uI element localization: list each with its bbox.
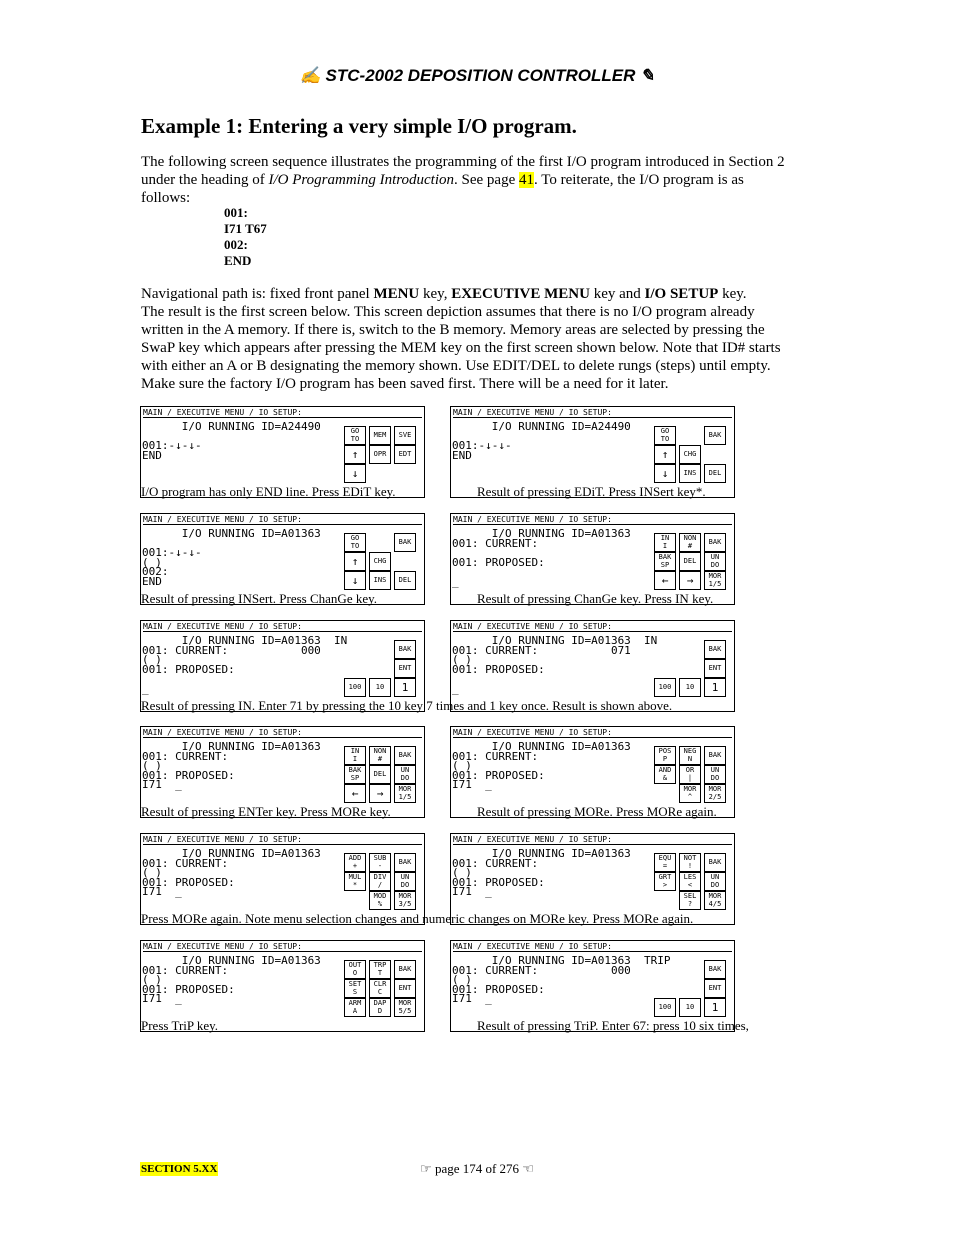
softkey-button[interactable]: DEL	[369, 765, 391, 784]
screen-title: MAIN / EXECUTIVE MENU / IO SETUP:	[143, 728, 422, 738]
softkey-button[interactable]: 1	[394, 678, 416, 697]
document-header: ✍ STC-2002 DEPOSITION CONTROLLER ✎	[299, 66, 655, 85]
softkey-button[interactable]: BAK	[394, 640, 416, 659]
softkey-button[interactable]: UN DO	[704, 765, 726, 784]
example-title: Example 1: Entering a very simple I/O program.	[141, 114, 577, 138]
softkey-button[interactable]: BAK	[704, 533, 726, 552]
caption: I/O program has only END line. Press EDiT key.	[141, 484, 396, 499]
softkey-button[interactable]: LES <	[679, 872, 701, 891]
softkey-button[interactable]: MOR 2/5	[704, 784, 726, 803]
softkey-button[interactable]: POS P	[654, 746, 676, 765]
screen-title: MAIN / EXECUTIVE MENU / IO SETUP:	[143, 408, 422, 418]
screen-title: MAIN / EXECUTIVE MENU / IO SETUP:	[453, 515, 732, 525]
pointing-hand-right-icon: ☞	[420, 1161, 435, 1176]
softkey-button[interactable]: DEL	[679, 552, 701, 571]
softkey-grid	[340, 957, 424, 1031]
softkey-button[interactable]: ↓	[654, 464, 676, 483]
screen-line: I/O RUNNING ID=A01363 IN	[142, 634, 348, 647]
softkey-button[interactable]: AND &	[654, 765, 676, 784]
navigation-paragraph: Navigational path is: fixed front panel MENU key, EXECUTIVE MENU key and I/O SETUP key. The result is the first screen below. This screen depiction assumes that there is no I/O program already written in the A memory. If there is, switch to the B memory. Memory areas are selected by pressing the SwaP key which appears after pressing the MEM key on the first screen shown below. Note that ID# starts with either an A or B designating the memory shown. Use EDIT/DEL to delete rungs (steps) until empty. Make sure the factory I/O program has been saved first. There will be a need for it later.	[141, 286, 781, 392]
softkey-button[interactable]: SEL ?	[679, 891, 701, 910]
softkey-button[interactable]: DIV /	[369, 872, 391, 891]
softkey-button[interactable]: GO TO	[344, 426, 366, 445]
softkey-button[interactable]: BAK	[704, 960, 726, 979]
softkey-button[interactable]: DEL	[704, 464, 726, 483]
softkey-button[interactable]: UN DO	[704, 552, 726, 571]
screen-title: MAIN / EXECUTIVE MENU / IO SETUP:	[453, 408, 732, 418]
screen-line: 001: PROPOSED:	[452, 875, 545, 889]
softkey-button[interactable]: ARM A	[344, 998, 366, 1017]
screen-title: MAIN / EXECUTIVE MENU / IO SETUP:	[143, 515, 422, 525]
softkey-button[interactable]: ENT	[394, 659, 416, 678]
softkey-button[interactable]: IN I	[344, 746, 366, 765]
screen-line: 001: PROPOSED:	[142, 982, 235, 996]
softkey-button[interactable]: BAK	[394, 746, 416, 765]
screen-line: I71 _	[142, 778, 182, 791]
screen-title: MAIN / EXECUTIVE MENU / IO SETUP:	[453, 622, 732, 632]
caption: Press TriP key.	[141, 1018, 219, 1033]
screen-line: 001:-↓-↓-	[142, 439, 202, 452]
screen-line: 001: PROPOSED:	[142, 875, 235, 889]
screen-line: I/O RUNNING ID=A01363	[142, 954, 321, 967]
softkey-button[interactable]: GRT >	[654, 872, 676, 891]
softkey-button[interactable]: 100	[344, 678, 366, 697]
screen-line: I/O RUNNING ID=A24490	[452, 420, 631, 433]
screen-line: 001: PROPOSED:	[142, 768, 235, 782]
softkey-button[interactable]: →	[369, 784, 391, 803]
screen-line: 001: CURRENT:	[142, 963, 229, 977]
screen-line: ( )	[142, 555, 162, 569]
softkey-button[interactable]: 10	[679, 678, 701, 697]
softkey-button[interactable]: EDT	[394, 445, 416, 464]
softkey-button[interactable]: BAK	[704, 640, 726, 659]
softkey-button[interactable]: DEL	[394, 571, 416, 590]
softkey-button[interactable]: ↑	[344, 552, 366, 571]
softkey-button[interactable]: 100	[654, 998, 676, 1017]
caption: Result of pressing INSert. Press ChanGe key.	[141, 591, 378, 606]
softkey-button[interactable]: 1	[704, 998, 726, 1017]
screen-line: 001: PROPOSED:	[452, 982, 545, 996]
softkey-button[interactable]: GO TO	[654, 426, 676, 445]
softkey-button[interactable]: SUB -	[369, 853, 391, 872]
softkey-button[interactable]: OR |	[679, 765, 701, 784]
softkey-button[interactable]: BAK	[394, 853, 416, 872]
softkey-button[interactable]: MOR 1/5	[704, 571, 726, 590]
screen-line: I/O RUNNING ID=A01363	[452, 847, 631, 860]
screen-line: END	[142, 574, 162, 588]
softkey-button[interactable]: BAK	[704, 853, 726, 872]
screen-line: ( )	[142, 759, 162, 772]
screen-line: I/O RUNNING ID=A01363	[142, 527, 321, 540]
softkey-button[interactable]: NEG N	[679, 746, 701, 765]
intro-paragraph: The following screen sequence illustrates the programming of the first I/O program introduced in Section 2 under the heading of I/O Programming Introduction. See page 41. To reiterate, the I/O program is as follows:	[141, 154, 785, 206]
softkey-button[interactable]: ↑	[654, 445, 676, 464]
page-link[interactable]: 41	[519, 172, 534, 188]
screen-line: I71 _	[452, 992, 492, 1005]
pen-left-icon: ✍	[299, 66, 326, 85]
softkey-button[interactable]: BAK	[394, 533, 416, 552]
screen-line: I/O RUNNING ID=A01363 IN	[452, 634, 658, 647]
screen-line: 001: CURRENT: 071	[452, 643, 631, 657]
softkey-button[interactable]: UN DO	[704, 872, 726, 891]
screen-line: 001: CURRENT:	[452, 749, 539, 763]
softkey-button[interactable]: 1	[704, 678, 726, 697]
softkey-button[interactable]: →	[679, 571, 701, 590]
screen-line: 001: CURRENT:	[142, 856, 229, 870]
softkey-button[interactable]: NON #	[679, 533, 701, 552]
screen-line: END	[452, 448, 472, 462]
screen-line: 002:	[142, 565, 169, 578]
softkey-button[interactable]: MEM	[369, 426, 391, 445]
caption: Press MORe again. Note menu selection changes and numeric changes on MORe key. Press MORe again.	[141, 911, 694, 926]
softkey-button[interactable]: UN DO	[394, 872, 416, 891]
softkey-button[interactable]: EQU =	[654, 853, 676, 872]
screen-line: ( )	[452, 653, 472, 666]
softkey-button[interactable]: MOR 1/5	[394, 784, 416, 803]
caption: Result of pressing MORe. Press MORe again.	[477, 804, 717, 819]
caption: Result of pressing ENTer key. Press MORe key.	[141, 804, 391, 819]
screen-line: I71 _	[452, 885, 492, 898]
screen-title: MAIN / EXECUTIVE MENU / IO SETUP:	[143, 942, 422, 952]
softkey-button[interactable]: INS	[369, 571, 391, 590]
screen-line: ( )	[142, 866, 162, 879]
softkey-button[interactable]: ←	[654, 571, 676, 590]
screen-line: _	[452, 574, 459, 588]
screen-line: ( )	[452, 973, 472, 986]
softkey-button[interactable]: 100	[654, 678, 676, 697]
caption: Result of pressing TriP. Enter 67: press 10 six times,	[477, 1018, 749, 1033]
softkey-button[interactable]: BAK SP	[344, 765, 366, 784]
softkey-button[interactable]: IN I	[654, 533, 676, 552]
screen-line: I71 _	[142, 885, 182, 898]
softkey-button[interactable]: ADD +	[344, 853, 366, 872]
softkey-button[interactable]: NOT !	[679, 853, 701, 872]
softkey-button[interactable]: MOR 3/5	[394, 891, 416, 910]
screen-line: I71 _	[142, 992, 182, 1005]
screen-line: ( )	[452, 759, 472, 772]
screen-line: END	[142, 448, 162, 462]
screen-line: 001: PROPOSED:	[142, 662, 235, 676]
softkey-button[interactable]: TRP T	[369, 960, 391, 979]
caption: Result of pressing EDiT. Press INSert key*.	[477, 484, 706, 499]
softkey-button[interactable]: ↓	[344, 464, 366, 483]
softkey-button[interactable]: MOR ^	[679, 784, 701, 803]
screen-line: ( )	[452, 866, 472, 879]
softkey-button[interactable]: SET S	[344, 979, 366, 998]
softkey-button[interactable]: BAK SP	[654, 552, 676, 571]
screen-line: I/O RUNNING ID=A01363	[142, 847, 321, 860]
softkey-button[interactable]: GO TO	[344, 533, 366, 552]
softkey-button[interactable]: BAK	[394, 960, 416, 979]
softkey-button[interactable]: CHG	[369, 552, 391, 571]
screen-line: 001: PROPOSED:	[452, 662, 545, 676]
softkey-button[interactable]: ENT	[394, 979, 416, 998]
screen-title: MAIN / EXECUTIVE MENU / IO SETUP:	[143, 622, 422, 632]
screen-line: _	[452, 681, 459, 695]
pen-right-icon: ✎	[635, 66, 655, 85]
screen-line: 001: PROPOSED:	[452, 768, 545, 782]
softkey-button[interactable]: INS	[679, 464, 701, 483]
screen-line: 001: CURRENT: 000	[142, 643, 321, 657]
screen-line: _	[142, 681, 149, 695]
softkey-button[interactable]: CHG	[679, 445, 701, 464]
softkey-button[interactable]: BAK	[704, 426, 726, 445]
softkey-button[interactable]: ↓	[344, 571, 366, 590]
softkey-button[interactable]: ENT	[704, 659, 726, 678]
section-label: SECTION 5.XX	[141, 1163, 218, 1175]
softkey-button[interactable]: ←	[344, 784, 366, 803]
pointing-hand-left-icon: ☜	[519, 1161, 534, 1176]
softkey-button[interactable]: MUL *	[344, 872, 366, 891]
caption: Result of pressing IN. Enter 71 by pressing the 10 key 7 times and 1 key once. Result is shown above.	[141, 698, 673, 713]
softkey-button[interactable]: OPR	[369, 445, 391, 464]
screen-line: I/O RUNNING ID=A01363	[142, 740, 321, 753]
io-program-code: 001: I71 T67 002: END	[224, 205, 267, 268]
screen-line: I/O RUNNING ID=A01363	[452, 527, 631, 540]
screen-line: 001: CURRENT:	[142, 749, 229, 763]
screen-title: MAIN / EXECUTIVE MENU / IO SETUP:	[453, 728, 732, 738]
screen-title: MAIN / EXECUTIVE MENU / IO SETUP:	[453, 942, 732, 952]
softkey-button[interactable]: ↑	[344, 445, 366, 464]
screen-line: I71 _	[452, 778, 492, 791]
softkey-button[interactable]: NON #	[369, 746, 391, 765]
screen-line: 001: CURRENT:	[452, 536, 539, 550]
softkey-button[interactable]: BAK	[704, 746, 726, 765]
screen-line: ( )	[142, 653, 162, 666]
screen-line: I/O RUNNING ID=A01363 TRIP	[452, 954, 671, 967]
softkey-button[interactable]: SVE	[394, 426, 416, 445]
softkey-button[interactable]: 10	[679, 998, 701, 1017]
screen-line: 001: CURRENT:	[452, 856, 539, 870]
softkey-button[interactable]: UN DO	[394, 765, 416, 784]
softkey-button[interactable]: MOR 4/5	[704, 891, 726, 910]
softkey-button[interactable]: ENT	[704, 979, 726, 998]
softkey-button[interactable]: DAP D	[369, 998, 391, 1017]
screen-line: 001:-↓-↓-	[452, 439, 512, 452]
softkey-button[interactable]: MOD %	[369, 891, 391, 910]
page-number: ☞ page 174 of 276 ☜	[420, 1161, 534, 1176]
screen-line: 001: PROPOSED:	[452, 555, 545, 569]
softkey-button[interactable]: CLR C	[369, 979, 391, 998]
screen-line: I/O RUNNING ID=A24490	[142, 420, 321, 433]
softkey-button[interactable]: 10	[369, 678, 391, 697]
screen-title: MAIN / EXECUTIVE MENU / IO SETUP:	[143, 835, 422, 845]
softkey-button[interactable]: MOR 5/5	[394, 998, 416, 1017]
screen-line: 001: CURRENT: 000	[452, 963, 631, 977]
caption: Result of pressing ChanGe key. Press IN key.	[477, 591, 714, 606]
screen-line: ( )	[142, 973, 162, 986]
screen-line: I/O RUNNING ID=A01363	[452, 740, 631, 753]
screen-line: 001:-↓-↓-	[142, 546, 202, 559]
screen-title: MAIN / EXECUTIVE MENU / IO SETUP:	[453, 835, 732, 845]
softkey-button[interactable]: OUT O	[344, 960, 366, 979]
